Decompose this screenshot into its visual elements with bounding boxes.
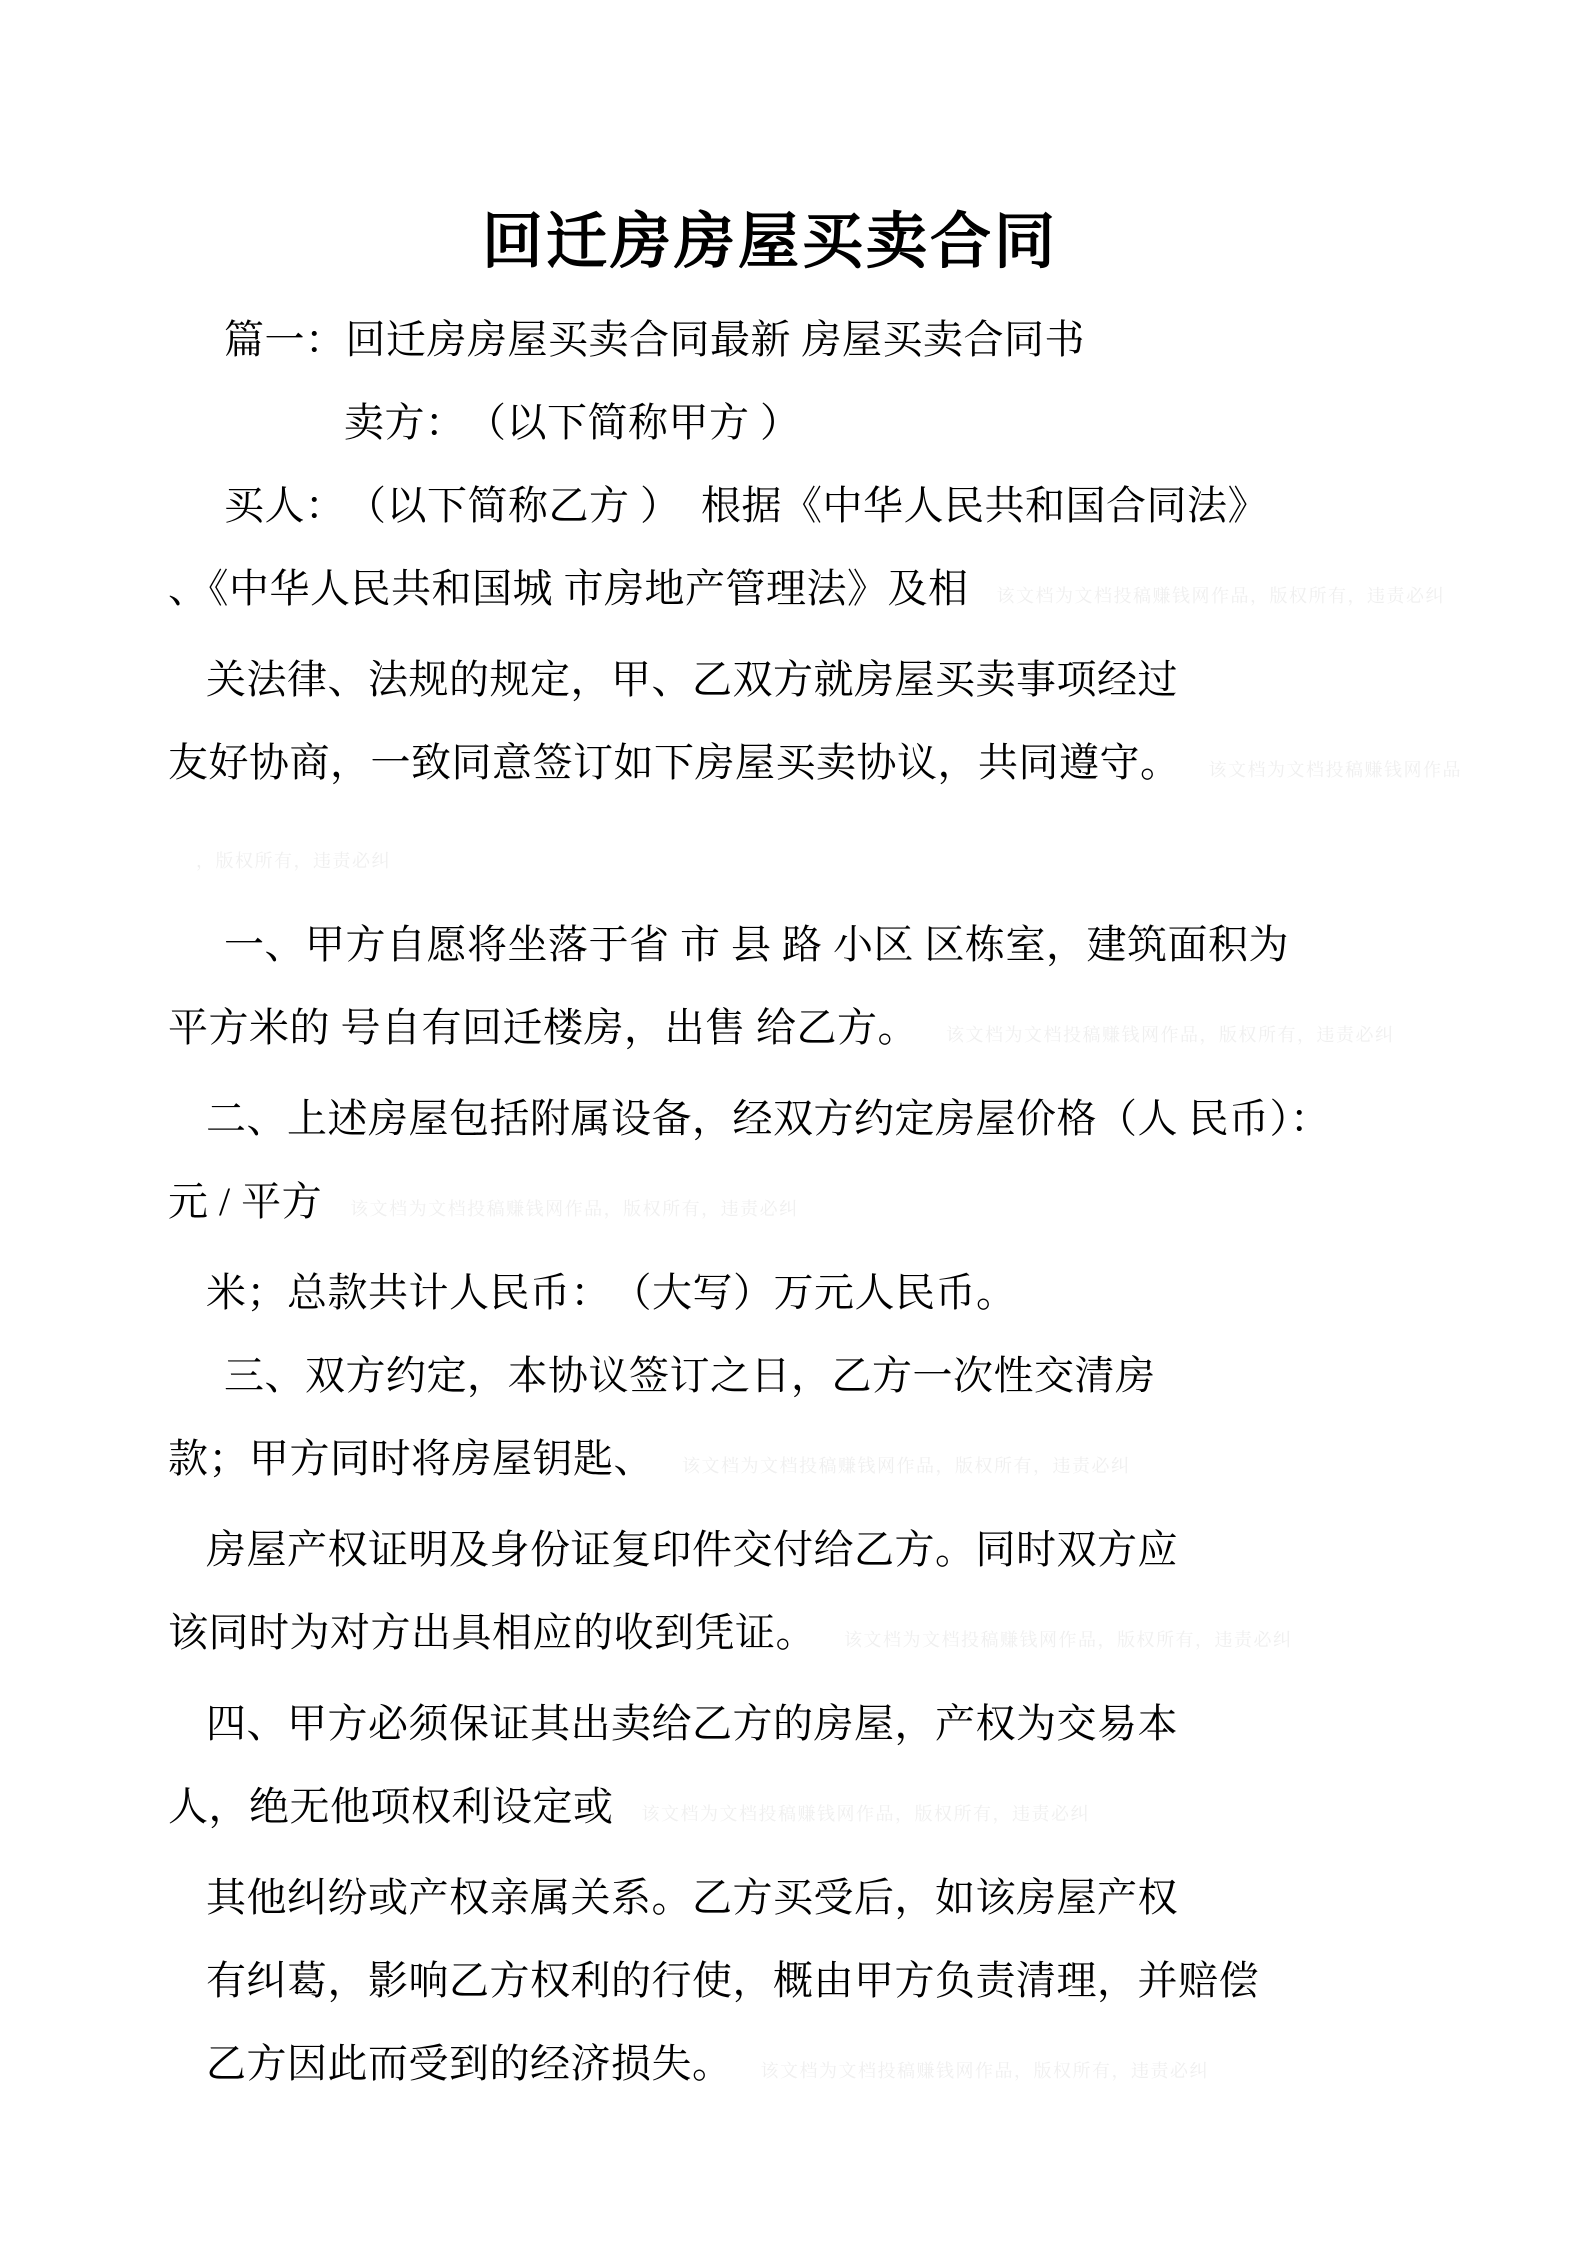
line-text: 款；甲方同时将房屋钥匙、 (168, 1436, 654, 1481)
text-line (206, 1939, 1554, 2022)
line-text: 友好协商，一致同意签订如下房屋买卖协议，共同遵守。 (168, 740, 1181, 785)
document-body (168, 298, 1554, 2113)
watermark-text: 该文档为文档投稿赚钱网作品，版权所有，违责必纠 (641, 1804, 1090, 1824)
text-line (168, 721, 1554, 812)
text-line (168, 1765, 1554, 1856)
line-text: 关法律、法规的规定，甲、乙双方就房屋买卖事项经过 (206, 657, 1178, 702)
text-line (168, 1417, 1554, 1508)
text-line (224, 464, 1554, 547)
line-text: 乙方因此而受到的经济损失。 (206, 2041, 733, 2086)
watermark-text: 该文档为文档投稿赚钱网作品，版权所有，违责必纠 (844, 1630, 1293, 1650)
watermark-text: 该文档为文档投稿赚钱网作品，版权所有，违责必纠 (760, 2061, 1209, 2081)
text-line (344, 381, 1554, 464)
text-line (224, 903, 1554, 986)
line-text: 四、甲方必须保证其出卖给乙方的房屋，产权为交易本 (206, 1701, 1178, 1746)
line-text: 篇一：回迁房房屋买卖合同最新 房屋买卖合同书 (224, 317, 1085, 362)
watermark-text: ，版权所有，违责必纠 (196, 851, 391, 871)
text-line (206, 2022, 1554, 2113)
watermark-text: 该文档为文档投稿赚钱网作品，版权所有，违责必纠 (946, 1025, 1395, 1045)
watermark-text: 该文档为文档投稿赚钱网作品，版权所有，违责必纠 (682, 1456, 1131, 1476)
text-line (168, 547, 1554, 638)
line-text: 买人： （以下简称乙方 ） 根据《中华人民共和国合同法》 (224, 483, 1268, 528)
document-title: 回迁房房屋买卖合同 (481, 207, 1058, 275)
line-text: 房屋产权证明及身份证复印件交付给乙方。同时双方应 (206, 1527, 1178, 1572)
line-text: 卖方： （以下简称甲方 ） (344, 400, 801, 445)
line-text: 元 / 平方 (168, 1179, 323, 1224)
watermark-text: 该文档为文档投稿赚钱网作品，版权所有，违责必纠 (996, 586, 1445, 606)
text-line (168, 986, 1554, 1077)
line-text: 其他纠纷或产权亲属关系。乙方买受后，如该房屋产权 (206, 1875, 1178, 1920)
text-line (206, 638, 1554, 721)
text-line (224, 1334, 1554, 1417)
text-line (168, 812, 1554, 903)
text-line (168, 1591, 1554, 1682)
watermark-text: 该文档为文档投稿赚钱网作品，版权所有，违责必纠 (350, 1199, 799, 1219)
line-text: 平方米的 号自有回迁楼房，出售 给乙方。 (168, 1005, 918, 1050)
line-text: 一、甲方自愿将坐落于省 市 县 路 小区 区栋室，建筑面积为 (224, 922, 1289, 967)
text-line (224, 298, 1554, 381)
text-line (206, 1077, 1554, 1160)
text-line (206, 1682, 1554, 1765)
line-text: 三、双方约定，本协议签订之日，乙方一次性交清房 (224, 1353, 1156, 1398)
text-line (206, 1251, 1554, 1334)
text-line (206, 1856, 1554, 1939)
line-text: 、《中华人民共和国城 市房地产管理法》及相 (168, 566, 969, 611)
line-text: 该同时为对方出具相应的收到凭证。 (168, 1610, 816, 1655)
line-text: 二、上述房屋包括附属设备，经双方约定房屋价格（人 民币）： (206, 1096, 1331, 1141)
line-text: 米；总款共计人民币： （大写）万元人民币。 (206, 1270, 1017, 1315)
text-line (206, 1508, 1554, 1591)
text-line (168, 1160, 1554, 1251)
watermark-text: 该文档为文档投稿赚钱网作品 (1208, 760, 1462, 780)
line-text: 人，绝无他项权利设定或 (168, 1784, 614, 1829)
line-text: 有纠葛，影响乙方权利的行使，概由甲方负责清理，并赔偿 (206, 1958, 1259, 2003)
